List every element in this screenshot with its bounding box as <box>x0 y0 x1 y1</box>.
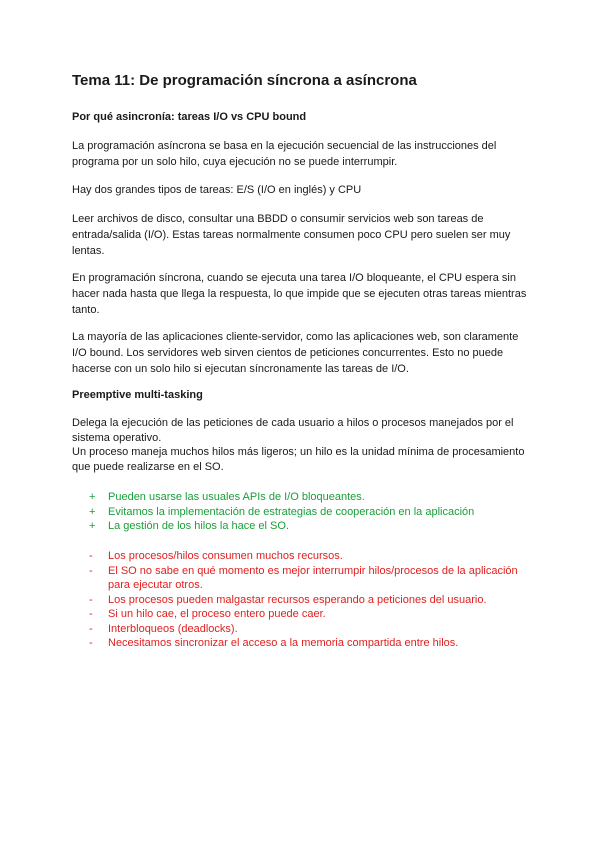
disadvantage-item: - Los procesos/hilos consumen muchos recursos. <box>89 550 343 562</box>
intro-line-delegation: Delega la ejecución de las peticiones de cada usuario a hilos o procesos manejados por el sistema operativo. <box>72 417 514 444</box>
disadvantage-item: - El SO no sabe en qué momento es mejor interrumpir hilos/procesos de la aplicación para ejecutar otros. <box>89 564 518 591</box>
section-heading-preemptive: Preemptive multi-tasking <box>72 389 203 401</box>
plus-marker: + <box>89 491 96 503</box>
minus-marker: - <box>89 550 93 562</box>
plus-marker: + <box>89 505 96 518</box>
disadvantage-item: - Si un hilo cae, el proceso entero puede caer. <box>89 608 326 620</box>
advantages-list <box>72 490 532 534</box>
minus-marker: - <box>89 637 93 649</box>
paragraph-io-bound-servers: La mayoría de las aplicaciones cliente-servidor, como las aplicaciones web, son claramente I/O bound. Los servidores web sirven cientos de peticiones concurrentes. Esto no puede hacerse con un solo hilo si ejecutan síncronamente las tareas de I/O. <box>72 331 519 375</box>
paragraph-async-definition: La programación asíncrona se basa en la ejecución secuencial de las instrucciones del programa por un solo hilo, cuya ejecución no se puede interrumpir. <box>72 140 497 168</box>
plus-marker: + <box>89 520 96 532</box>
document-title: Tema 11: De programación síncrona a asíncrona <box>72 72 417 89</box>
minus-marker: - <box>89 622 93 635</box>
disadvantage-item: - Interbloqueos (deadlocks). <box>89 622 238 635</box>
disadvantage-item: - Necesitamos sincronizar el acceso a la memoria compartida entre hilos. <box>89 637 459 649</box>
minus-marker: - <box>89 593 93 606</box>
intro-line-threads: Un proceso maneja muchos hilos más ligeros; un hilo es la unidad mínima de procesamiento que puede realizarse en el SO. <box>72 446 525 473</box>
paragraph-io-tasks: Leer archivos de disco, consultar una BBDD o consumir servicios web son tareas de entrada/salida (I/O). Estas tareas normalmente consumen poco CPU pero suelen ser muy lentas. <box>72 213 511 257</box>
paragraph-task-types: Hay dos grandes tipos de tareas: E/S (I/O en inglés) y CPU <box>72 184 362 196</box>
minus-marker: - <box>89 608 93 620</box>
paragraph-preemptive-intro <box>72 416 530 474</box>
advantage-item: + Evitamos la implementación de estrategias de cooperación en la aplicación <box>89 505 475 518</box>
paragraph-sync-blocking: En programación síncrona, cuando se ejecuta una tarea I/O bloqueante, el CPU espera sin hacer nada hasta que llega la respuesta, lo que impide que se ejecuten otras tareas mientras tanto. <box>72 272 527 316</box>
disadvantage-item: - Los procesos pueden malgastar recursos esperando a peticiones del usuario. <box>89 593 487 606</box>
minus-marker: - <box>89 564 93 577</box>
section-heading-async: Por qué asincronía: tareas I/O vs CPU bound <box>72 111 307 123</box>
disadvantages-list <box>72 549 532 651</box>
advantage-item: + Pueden usarse las usuales APIs de I/O bloqueantes. <box>89 491 365 503</box>
advantage-item: + La gestión de los hilos la hace el SO. <box>89 520 290 532</box>
